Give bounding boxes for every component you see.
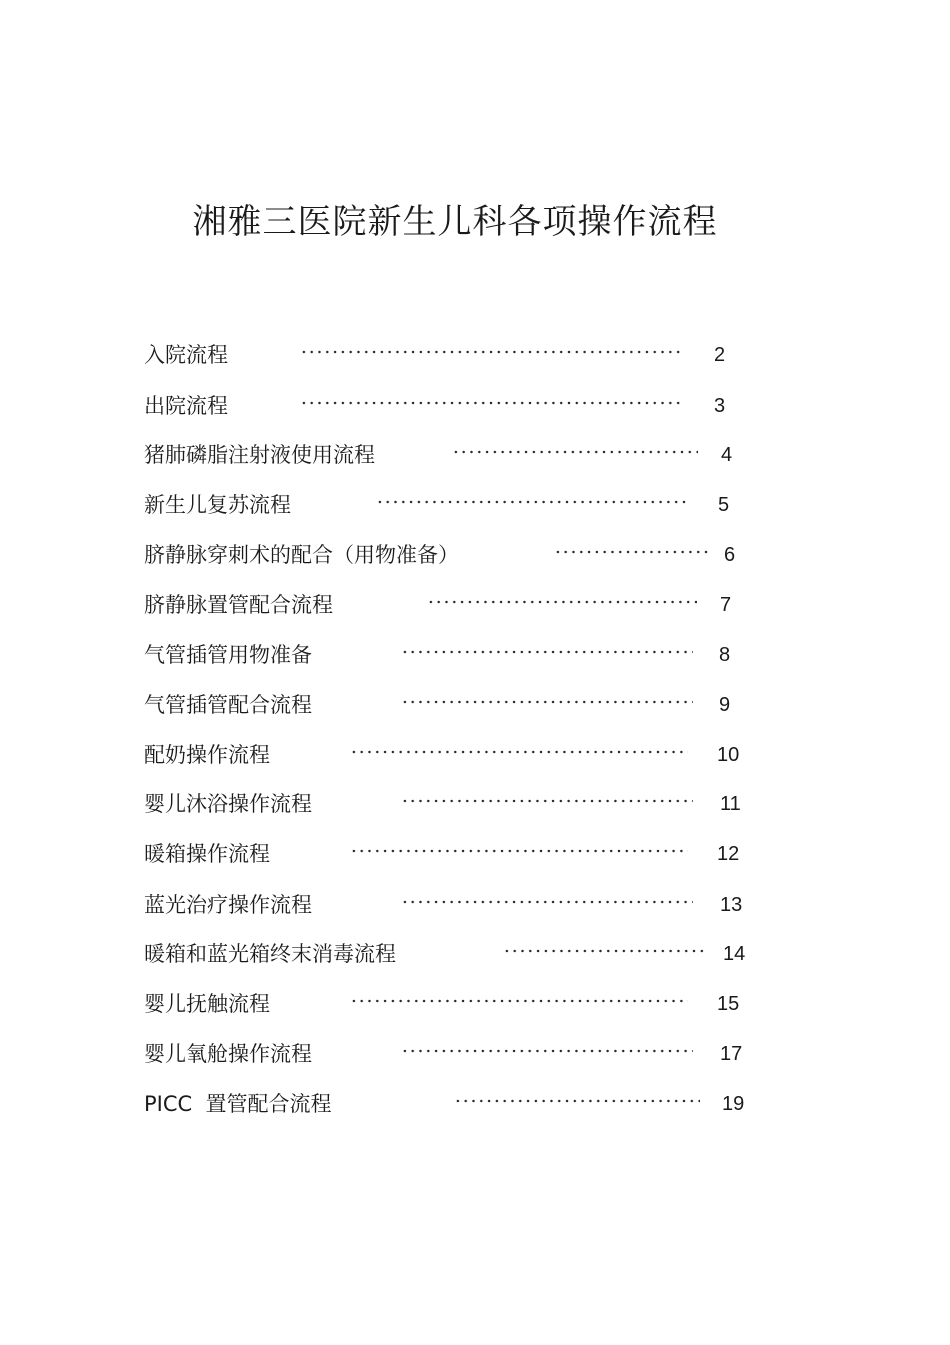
toc-entry-label: 脐静脉穿刺术的配合（用物准备） xyxy=(144,543,459,567)
dot-leader xyxy=(401,1049,693,1053)
dot-leader xyxy=(401,900,693,904)
toc-page-number: 11 xyxy=(720,793,741,815)
toc-entry-label: 出院流程 xyxy=(144,394,228,418)
toc-row[interactable] xyxy=(0,490,950,520)
toc-row[interactable] xyxy=(0,740,950,770)
toc-entry-label: 婴儿抚触流程 xyxy=(144,992,270,1016)
toc-row[interactable] xyxy=(0,939,950,969)
toc-entry-label: 婴儿沐浴操作流程 xyxy=(144,792,312,816)
toc-entry-label: 蓝光治疗操作流程 xyxy=(144,893,312,917)
toc-row[interactable] xyxy=(0,590,950,620)
toc-row[interactable] xyxy=(0,690,950,720)
toc-row[interactable] xyxy=(0,540,950,570)
toc-page-number: 3 xyxy=(714,395,726,417)
dot-leader xyxy=(350,849,688,853)
toc-row[interactable] xyxy=(0,989,950,1019)
toc-entry-label: 入院流程 xyxy=(144,343,228,367)
toc-row[interactable] xyxy=(0,1039,950,1069)
dot-leader xyxy=(401,700,693,704)
toc-row[interactable] xyxy=(0,340,950,370)
toc-row[interactable] xyxy=(0,839,950,869)
toc-row[interactable] xyxy=(0,1089,950,1119)
toc-page-number: 8 xyxy=(719,644,731,666)
toc-row[interactable] xyxy=(0,789,950,819)
toc-page-number: 2 xyxy=(714,344,726,366)
toc-row[interactable] xyxy=(0,440,950,470)
toc-page-number: 7 xyxy=(720,594,732,616)
toc-entry-label: 新生儿复苏流程 xyxy=(144,493,291,517)
toc-entry-label: 配奶操作流程 xyxy=(144,743,270,767)
toc-row[interactable] xyxy=(0,640,950,670)
dot-leader xyxy=(300,350,684,354)
toc-page-number: 12 xyxy=(717,843,740,865)
dot-leader xyxy=(401,799,693,803)
toc-entry-label: 气管插管配合流程 xyxy=(144,693,312,717)
dot-leader xyxy=(350,999,688,1003)
dot-leader xyxy=(376,500,690,504)
dot-leader xyxy=(452,450,698,454)
toc-page-number: 15 xyxy=(717,993,740,1015)
toc-page-number: 19 xyxy=(722,1093,745,1115)
dot-leader xyxy=(300,401,684,405)
page-title: 湘雅三医院新生儿科各项操作流程 xyxy=(192,202,718,242)
toc-entry-label: 暖箱操作流程 xyxy=(144,842,270,866)
toc-entry-label: 暖箱和蓝光箱终末消毒流程 xyxy=(144,942,396,966)
toc-entry-label: PICC 置管配合流程 xyxy=(144,1092,332,1116)
toc-page-number: 9 xyxy=(719,694,731,716)
dot-leader xyxy=(503,949,705,953)
dot-leader xyxy=(427,600,697,604)
toc-row[interactable] xyxy=(0,890,950,920)
toc-page-number: 10 xyxy=(717,744,740,766)
toc-page-number: 5 xyxy=(718,494,730,516)
toc-page-number: 6 xyxy=(724,544,736,566)
toc-page-number: 17 xyxy=(720,1043,743,1065)
toc-page-number: 14 xyxy=(723,943,746,965)
toc-page-number: 4 xyxy=(721,444,733,466)
dot-leader xyxy=(350,750,688,754)
toc-row[interactable] xyxy=(0,391,950,421)
toc-page-number: 13 xyxy=(720,894,743,916)
dot-leader xyxy=(454,1099,700,1103)
toc-entry-label: 气管插管用物准备 xyxy=(144,643,312,667)
dot-leader xyxy=(554,550,710,554)
toc-entry-label: 猪肺磷脂注射液使用流程 xyxy=(144,443,375,467)
toc-entry-label: 脐静脉置管配合流程 xyxy=(144,593,333,617)
dot-leader xyxy=(401,650,693,654)
toc-entry-label: 婴儿氧舱操作流程 xyxy=(144,1042,312,1066)
